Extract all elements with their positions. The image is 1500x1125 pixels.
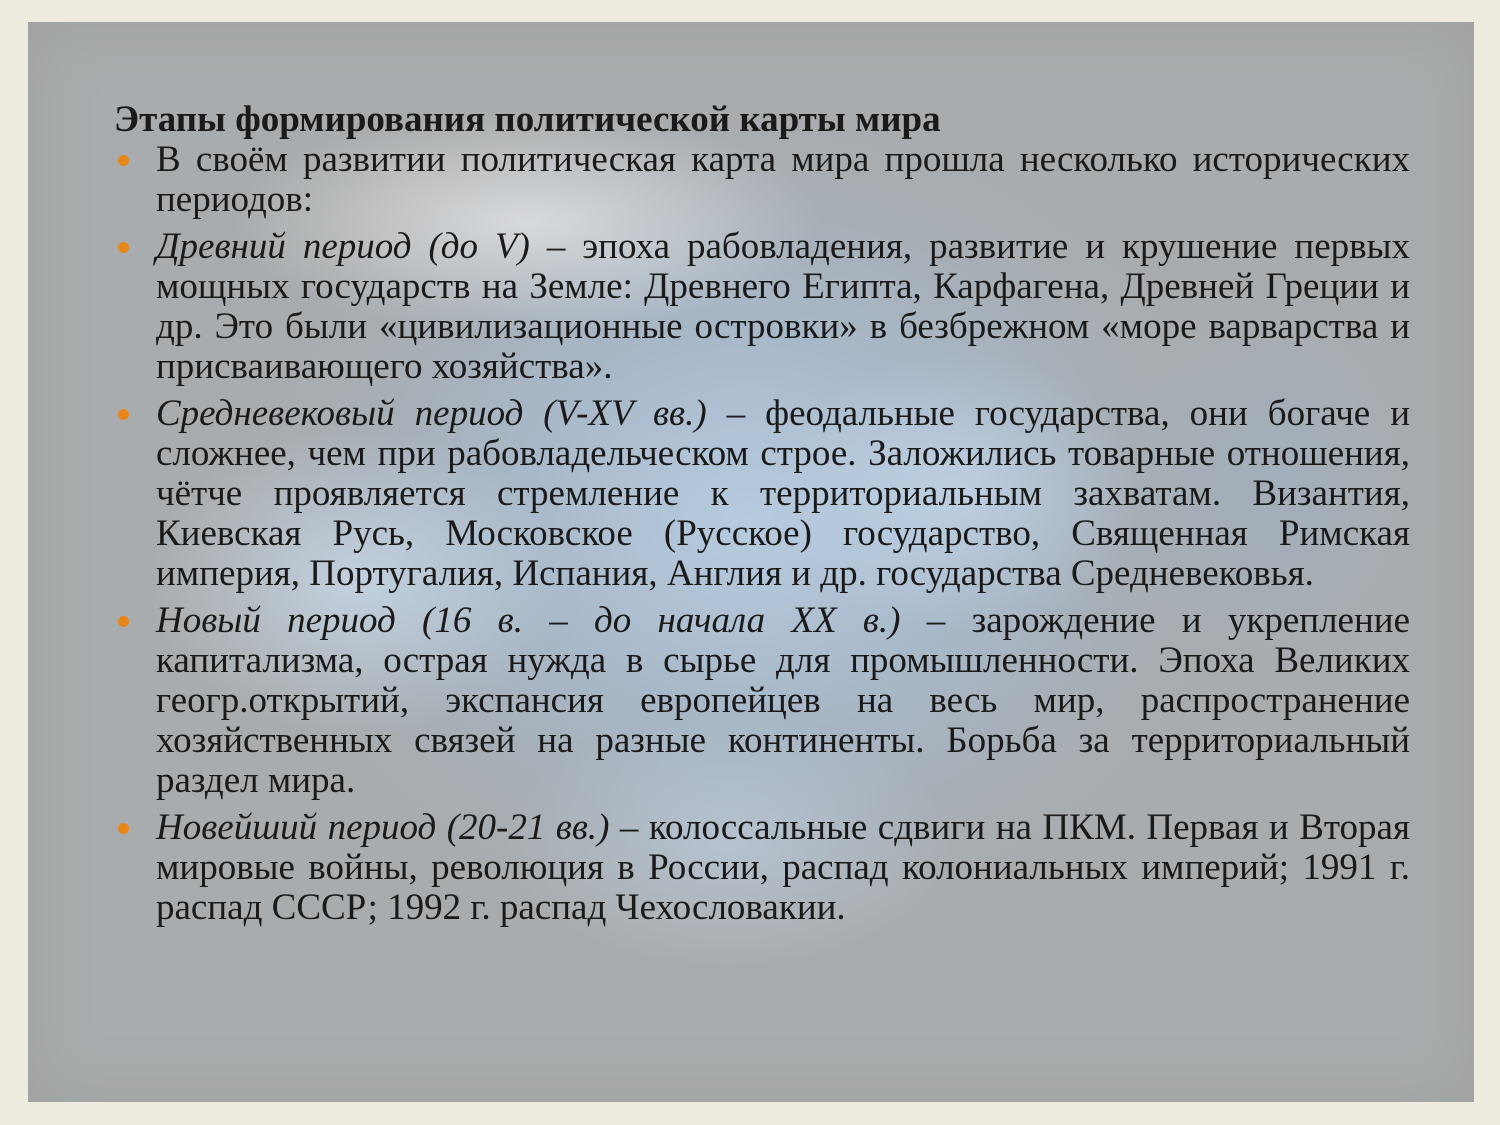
list-item [114, 140, 1410, 220]
period-term: Средневековый период (V-XV вв.) [156, 393, 707, 434]
period-text: – зарождение и укрепление капитализма, острая нужда в сырье для промышленности. Эпоха Великих геогр.открытий, экспансия европейцев на весь мир, распространение хозяйственных связей на разные континенты. Борьба за территориальный раздел мира. [156, 600, 1410, 801]
slide [28, 22, 1474, 1102]
list-item [114, 227, 1410, 387]
period-text: – эпоха рабовладения, развитие и крушение первых мощных государств на Земле: Древнего Египта, Карфагена, Древней Греции и др. Это были «цивилизационные островки» в безбрежном «море варварства и присваивающего хозяйства». [156, 226, 1410, 387]
bullet-dot-icon [118, 823, 129, 834]
list-item [114, 601, 1410, 801]
period-term: Древний период (до V) [156, 226, 530, 267]
bullet-dot-icon [118, 409, 129, 420]
period-text: – феодальные государства, они богаче и сложнее, чем при рабовладельческом строе. Заложились товарные отношения, чётче проявляется стремление к территориальным захватам. Византия, Киевская Русь, Московское (Русское) государство, Священная Римская империя, Португалия, Испания, Англия и др. государства Средневековья. [156, 393, 1410, 594]
bullet-dot-icon [118, 242, 129, 253]
slide-heading: Этапы формирования политической карты мира [114, 99, 941, 140]
list-item [114, 394, 1410, 594]
list-item [114, 808, 1410, 928]
slide-content [114, 100, 1410, 935]
bullet-dot-icon [118, 616, 129, 627]
period-term: Новый период (16 в. – до начала XX в.) [156, 600, 901, 641]
period-text: В своём развитии политическая карта мира прошла несколько исторических периодов: [156, 139, 1410, 220]
bullet-list [114, 140, 1410, 928]
bullet-dot-icon [118, 155, 129, 166]
period-term: Новейший период (20-21 вв.) [156, 807, 610, 848]
period-text: – колоссальные сдвиги на ПКМ. Первая и Вторая мировые войны, революция в России, распад колониальных империй; 1991 г. распад СССР; 1992 г. распад Чехословакии. [156, 807, 1410, 928]
